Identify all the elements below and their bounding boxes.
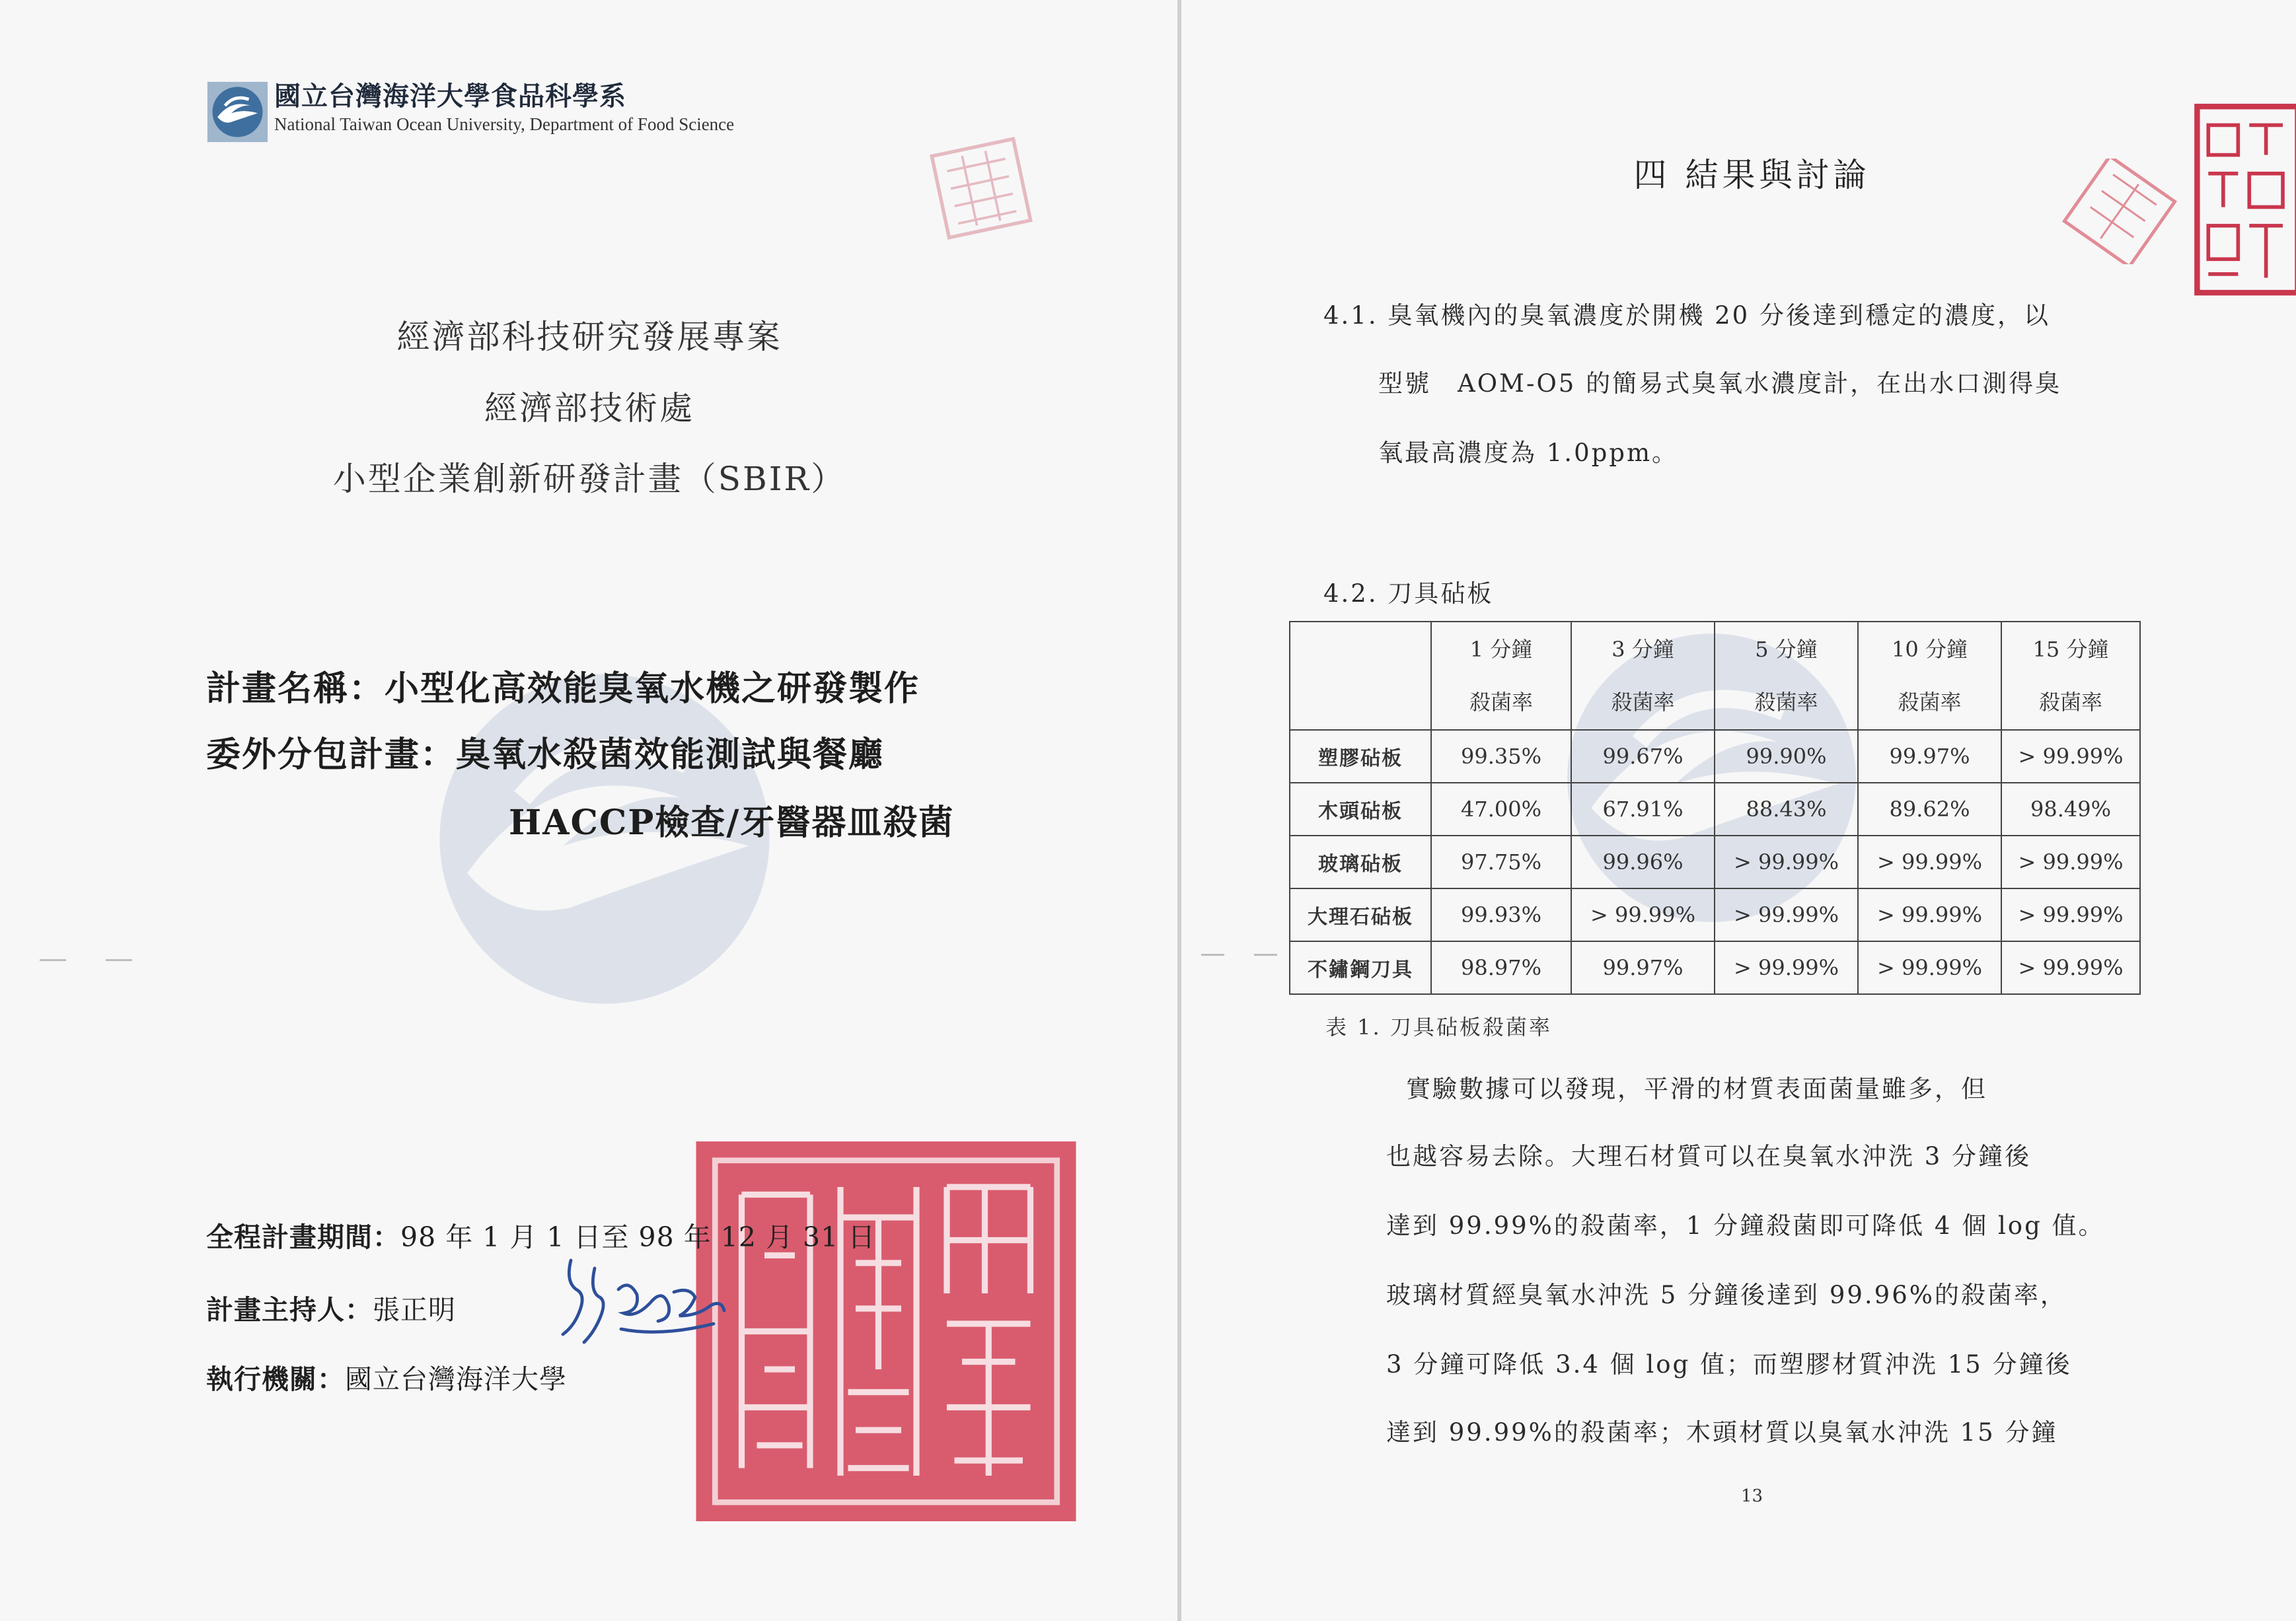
executing-organization-value: 國立台灣海洋大學 bbox=[345, 1363, 567, 1395]
row-label-marble-board: 大理石砧板 bbox=[1290, 888, 1431, 941]
table-cell: 99.97% bbox=[1858, 730, 2001, 783]
table-cell: 97.75% bbox=[1431, 836, 1571, 888]
table-caption: 表 1. 刀具砧板殺菌率 bbox=[1325, 1015, 1552, 1040]
faint-seal-stamp bbox=[922, 129, 1041, 248]
subcontract-title-line-2: HACCP檢查/牙醫器皿殺菌 bbox=[509, 803, 955, 843]
results-page bbox=[1181, 0, 2296, 1621]
table-cell: > 99.99% bbox=[2001, 836, 2140, 888]
header-time: 15 分鐘 bbox=[2032, 637, 2109, 662]
table-cell: 99.35% bbox=[1431, 730, 1571, 783]
table-cell: 88.43% bbox=[1715, 783, 1858, 836]
header-time: 10 分鐘 bbox=[1892, 637, 1968, 662]
principal-investigator-label: 計畫主持人： bbox=[206, 1294, 373, 1326]
official-seal-stamp bbox=[695, 1141, 1077, 1521]
agency-line-3: 小型企業創新研發計畫（SBIR） bbox=[332, 460, 846, 498]
table-cell: 99.97% bbox=[1571, 941, 1715, 994]
project-period bbox=[206, 1215, 875, 1254]
table-cell: 89.62% bbox=[1858, 783, 2001, 836]
table-cell: > 99.99% bbox=[2001, 888, 2140, 941]
header-1-min bbox=[1431, 622, 1571, 730]
table-cell: 98.97% bbox=[1431, 941, 1571, 994]
ntou-logo-icon bbox=[206, 81, 269, 143]
table-cell: 99.96% bbox=[1571, 836, 1715, 888]
sterilization-rate-table bbox=[1289, 621, 2141, 995]
header-time: 5 分鐘 bbox=[1755, 637, 1818, 662]
handwritten-signature-icon bbox=[542, 1242, 740, 1361]
header-time: 3 分鐘 bbox=[1611, 637, 1674, 662]
table-cell: > 99.99% bbox=[2001, 941, 2140, 994]
table-cell: 47.00% bbox=[1431, 783, 1571, 836]
table-cell: 99.93% bbox=[1431, 888, 1571, 941]
discussion-line-5: 3 分鐘可降低 3.4 個 log 值；而塑膠材質沖洗 15 分鐘後 bbox=[1386, 1350, 2072, 1379]
discussion-line-3: 達到 99.99%的殺菌率，1 分鐘殺菌即可降低 4 個 log 值。 bbox=[1386, 1211, 2105, 1240]
table-corner-cell bbox=[1290, 622, 1431, 730]
paragraph-4-1-line-3: 氧最高濃度為 1.0ppm。 bbox=[1378, 439, 1679, 467]
header-10-min bbox=[1858, 622, 2001, 730]
edge-tick-mark bbox=[1254, 954, 1277, 956]
header-rate: 殺菌率 bbox=[1469, 690, 1533, 715]
table-cell: 98.49% bbox=[2001, 783, 2140, 836]
table-cell: > 99.99% bbox=[1858, 836, 2001, 888]
paragraph-4-1-line-2: 型號 AOM-O5 的簡易式臭氧水濃度計，在出水口測得臭 bbox=[1378, 369, 2062, 398]
header-rate: 殺菌率 bbox=[1754, 690, 1818, 715]
executing-organization bbox=[206, 1357, 567, 1396]
university-name-zh: 國立台灣海洋大學食品科學系 bbox=[274, 81, 626, 112]
header-rate: 殺菌率 bbox=[2038, 690, 2102, 715]
subcontract-title-line-1: 委外分包計畫：臭氧水殺菌效能測試與餐廳 bbox=[206, 735, 885, 775]
edge-tick-mark bbox=[1201, 954, 1224, 956]
university-logo bbox=[206, 81, 734, 143]
table-cell: > 99.99% bbox=[1715, 836, 1858, 888]
principal-investigator-value: 張正明 bbox=[373, 1294, 456, 1326]
table-row bbox=[1290, 783, 2140, 836]
table-row bbox=[1290, 888, 2140, 941]
table-row bbox=[1290, 836, 2140, 888]
header-3-min bbox=[1571, 622, 1715, 730]
row-label-plastic-board: 塑膠砧板 bbox=[1290, 730, 1431, 783]
table-cell: > 99.99% bbox=[2001, 730, 2140, 783]
subsection-heading-4-2: 4.2. 刀具砧板 bbox=[1323, 579, 1494, 608]
table-cell: > 99.99% bbox=[1571, 888, 1715, 941]
corner-seal-stamp bbox=[2186, 99, 2296, 304]
header-15-min bbox=[2001, 622, 2140, 730]
section-title: 四 結果與討論 bbox=[1633, 156, 1870, 194]
discussion-line-4: 玻璃材質經臭氧水沖洗 5 分鐘後達到 99.96%的殺菌率， bbox=[1386, 1281, 2067, 1309]
table-cell: > 99.99% bbox=[1858, 888, 2001, 941]
header-time: 1 分鐘 bbox=[1469, 637, 1533, 662]
table-cell: 67.91% bbox=[1571, 783, 1715, 836]
project-period-label: 全程計畫期間： bbox=[206, 1221, 400, 1253]
header-rate: 殺菌率 bbox=[1898, 690, 1962, 715]
row-label-wood-board: 木頭砧板 bbox=[1290, 783, 1431, 836]
executing-organization-label: 執行機關： bbox=[206, 1363, 345, 1395]
paragraph-4-1-line-1: 4.1. 臭氧機內的臭氧濃度於開機 20 分後達到穩定的濃度，以 bbox=[1323, 301, 2050, 330]
agency-line-2: 經濟部技術處 bbox=[484, 389, 694, 427]
table-cell: 99.90% bbox=[1715, 730, 1858, 783]
edge-tick-mark bbox=[40, 959, 66, 961]
row-label-steel-knife: 不鏽鋼刀具 bbox=[1290, 941, 1431, 994]
table-cell: 99.67% bbox=[1571, 730, 1715, 783]
table-cell: > 99.99% bbox=[1715, 888, 1858, 941]
table-header-row bbox=[1290, 622, 2140, 730]
table-row bbox=[1290, 941, 2140, 994]
table-row bbox=[1290, 730, 2140, 783]
university-name-en: National Taiwan Ocean University, Department of Food Science bbox=[274, 114, 735, 134]
project-period-value: 98 年 1 月 1 日至 98 年 12 月 31 日 bbox=[400, 1221, 876, 1253]
discussion-line-1: 實驗數據可以發現，平滑的材質表面菌量雖多，但 bbox=[1406, 1075, 1987, 1103]
header-5-min bbox=[1715, 622, 1858, 730]
row-label-glass-board: 玻璃砧板 bbox=[1290, 836, 1431, 888]
page-number: 13 bbox=[1740, 1486, 1763, 1506]
discussion-line-6: 達到 99.99%的殺菌率；木頭材質以臭氧水沖洗 15 分鐘 bbox=[1386, 1418, 2058, 1447]
principal-investigator bbox=[206, 1288, 456, 1327]
discussion-line-2: 也越容易去除。大理石材質可以在臭氧水沖洗 3 分鐘後 bbox=[1386, 1142, 2032, 1171]
edge-tick-mark bbox=[106, 959, 132, 961]
header-rate: 殺菌率 bbox=[1611, 690, 1675, 715]
agency-line-1: 經濟部科技研究發展專案 bbox=[396, 318, 782, 356]
table-cell: > 99.99% bbox=[1858, 941, 2001, 994]
table-cell: > 99.99% bbox=[1715, 941, 1858, 994]
project-name: 計畫名稱：小型化高效能臭氧水機之研發製作 bbox=[206, 668, 920, 709]
